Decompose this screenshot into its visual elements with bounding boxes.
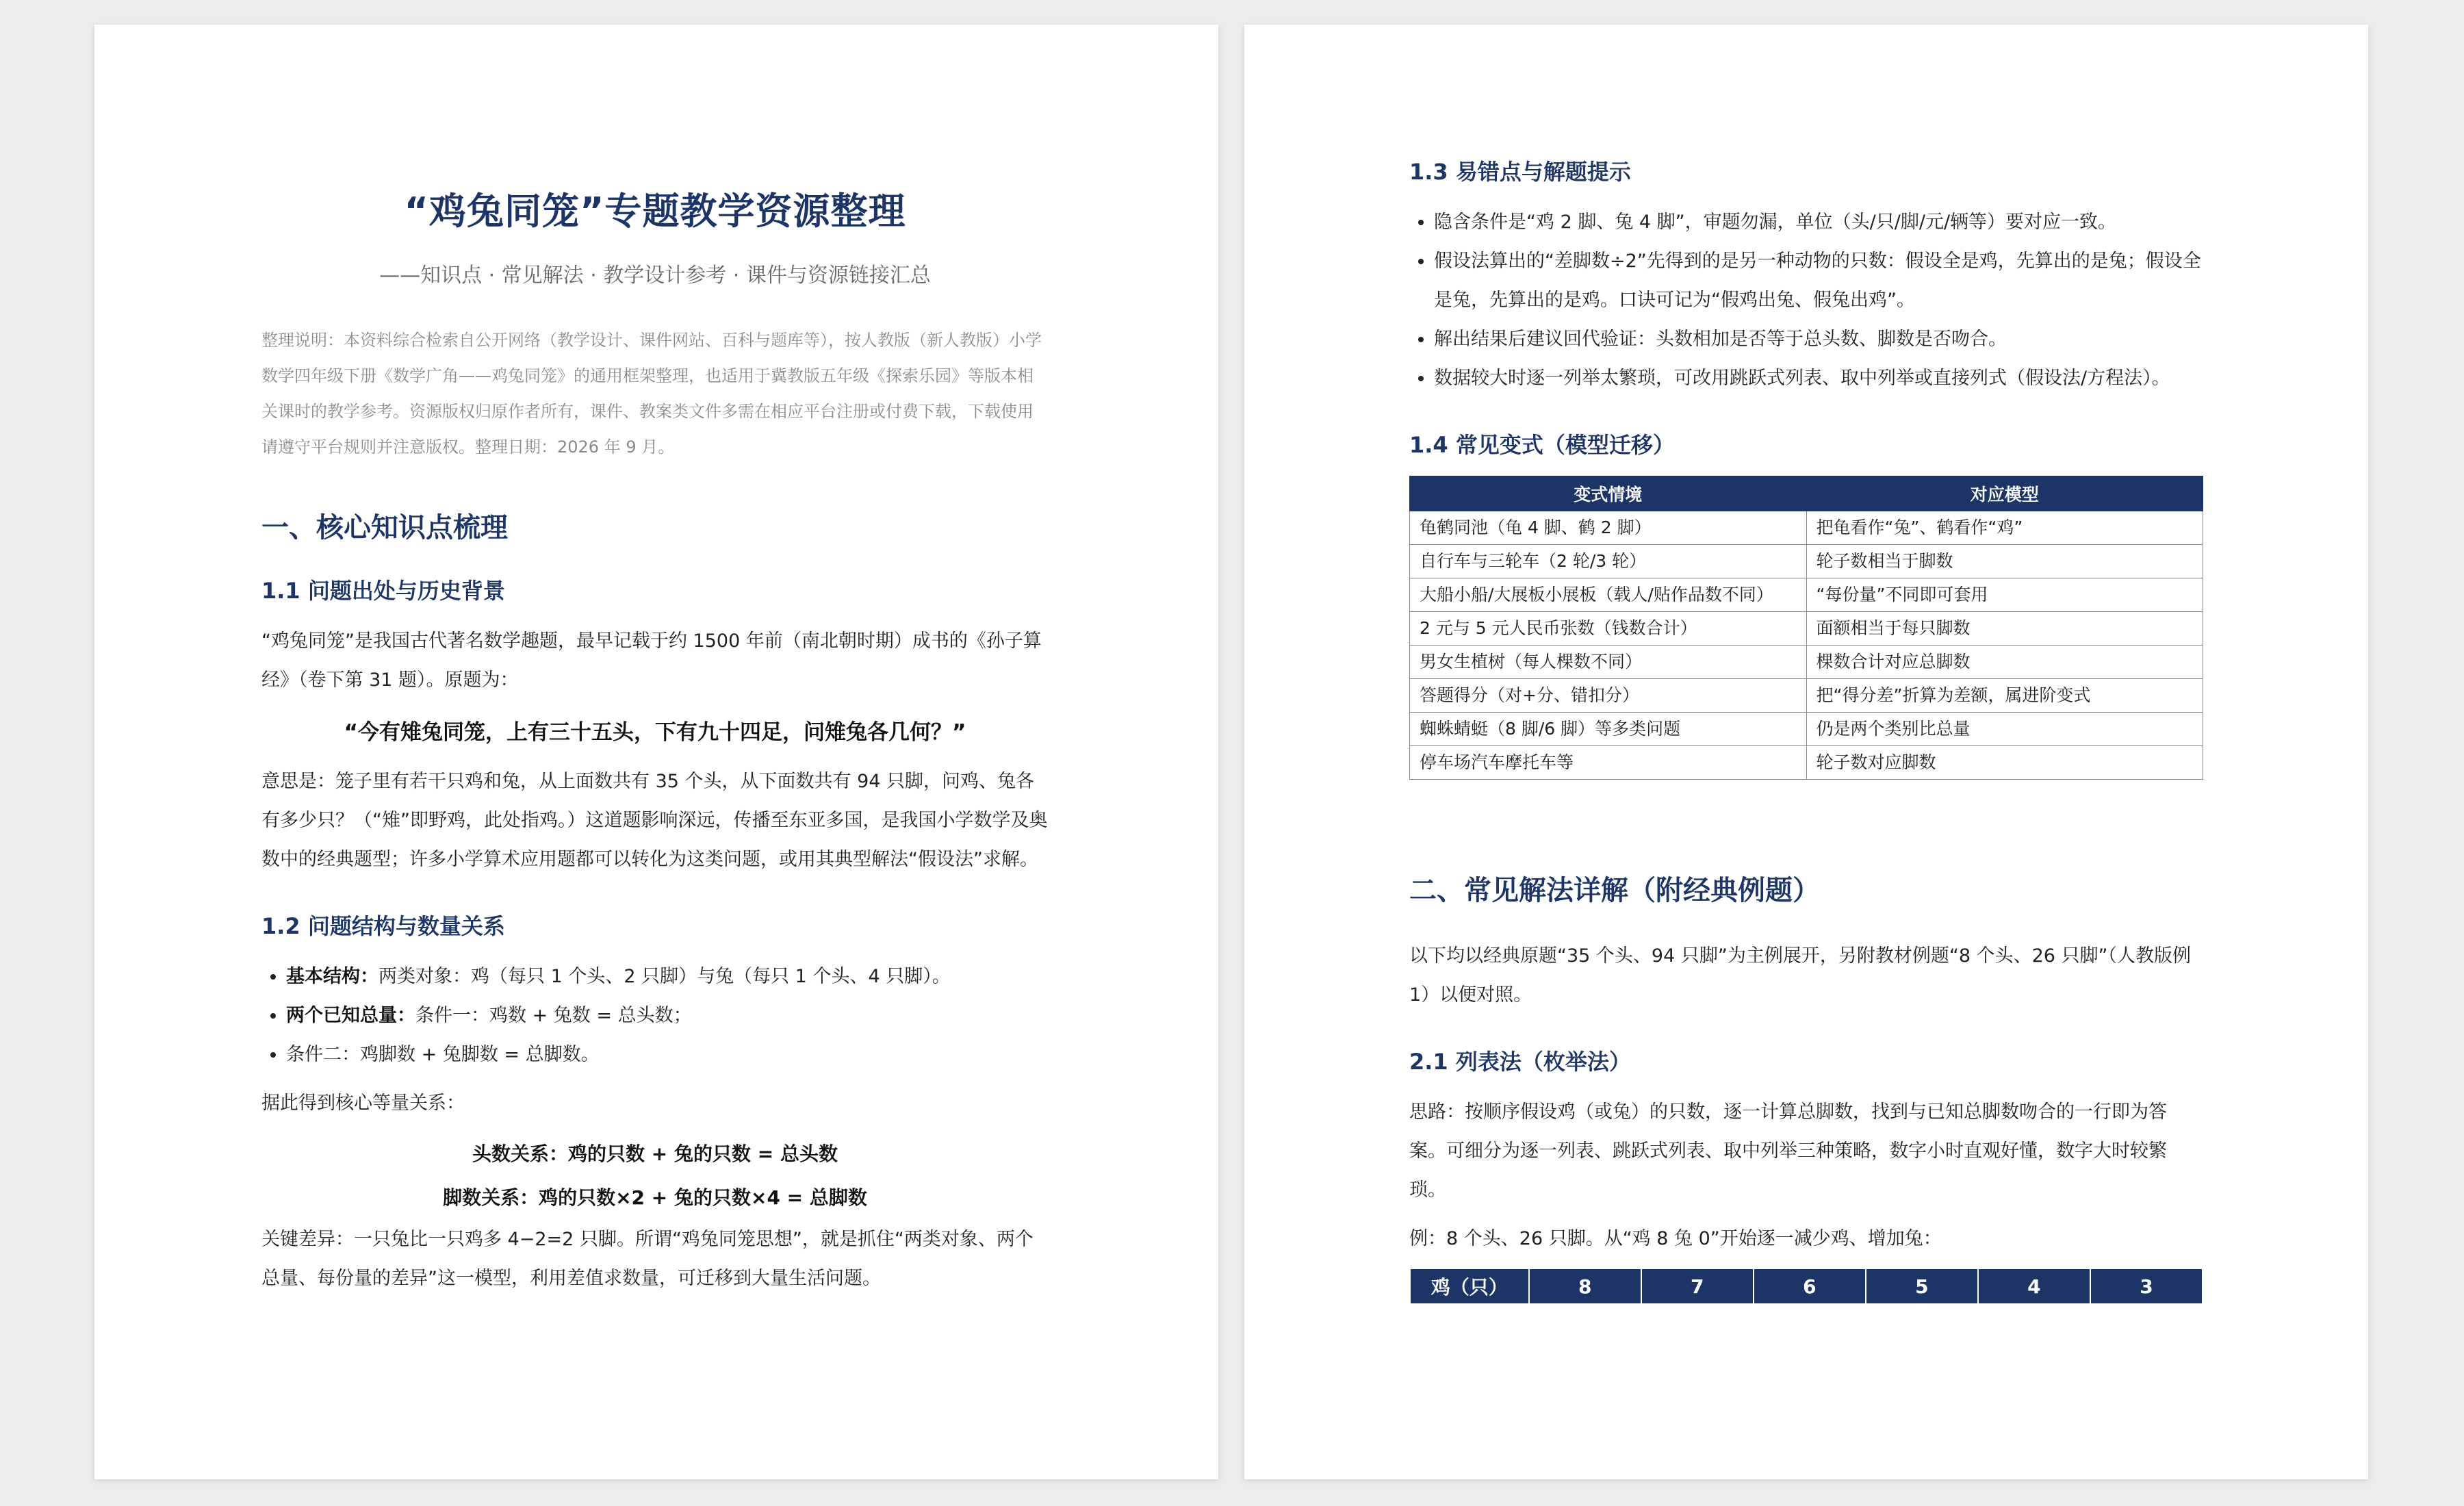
doc-title: “鸡兔同笼”专题教学资源整理: [404, 190, 906, 233]
paragraph-origin: “鸡兔同笼”是我国古代著名数学趣题，最早记载于约 1500 年前（南北朝时期）成书的《孙子算经》（卷下第 31 题）。原题为：: [261, 630, 1042, 691]
list-item: • 解出结果后建议回代验证：头数相加是否等于总头数、脚数是否吻合。: [1434, 320, 2203, 359]
relation-lead: 据此得到核心等量关系：: [261, 1093, 465, 1114]
subsection-1-2-heading: 1.2 问题结构与数量关系: [261, 913, 505, 939]
table-cell: 5: [1866, 1268, 1978, 1304]
table-cell: 4: [1978, 1268, 2090, 1304]
table-row: [1410, 1268, 2203, 1304]
subsection-1-3-heading: 1.3 易错点与解题提示: [1409, 159, 1631, 185]
table-row: 蜘蛛蜻蜓（8 脚/6 脚）等多类问题 仍是两个类别比总量: [1410, 713, 2203, 746]
document-page-left: [94, 25, 1218, 1479]
table-row: 自行车与三轮车（2 轮/3 轮） 轮子数相当于脚数: [1410, 545, 2203, 578]
table-cell: 7: [1641, 1268, 1754, 1304]
paragraph-list-example: 例：8 个头、26 只脚。从“鸡 8 兔 0”开始逐一减少鸡、增加兔：: [1409, 1228, 1942, 1249]
list-item: • 条件二：鸡脚数 + 兔脚数 = 总脚数。: [286, 1035, 1049, 1074]
subsection-1-4-heading: 1.4 常见变式（模型迁移）: [1409, 432, 1675, 458]
enumeration-table: [1409, 1268, 2203, 1305]
table-cell: 3: [2090, 1268, 2203, 1304]
table-header: 变式情境: [1410, 476, 1807, 511]
table-row: 大船小船/大展板小展板（载人/贴作品数不同） “每份量”不同即可套用: [1410, 578, 2203, 612]
paragraph-meaning: 意思是：笼子里有若干只鸡和兔，从上面数共有 35 个头，从下面数共有 94 只脚，问鸡、兔各有多少只？（“雉”即野鸡，此处指鸡。）这道题影响深远，传播至东亚多国，是我国小学数学及奥数中的经典题型；许多小学算术应用题都可以转化为这类问题，或用其典型解法“假设法”求解。: [261, 771, 1048, 870]
subsection-1-1-heading: 1.1 问题出处与历史背景: [261, 578, 505, 604]
table-cell: 6: [1754, 1268, 1866, 1304]
table-row: 龟鹤同池（龟 4 脚、鹤 2 脚） 把龟看作“兔”、鹤看作“鸡”: [1410, 511, 2203, 545]
table-row: 2 元与 5 元人民币张数（钱数合计） 面额相当于每只脚数: [1410, 612, 2203, 646]
table-cell: 鸡（只）: [1410, 1268, 1529, 1304]
variant-table: [1409, 476, 2203, 780]
section-1-heading: 一、核心知识点梳理: [261, 512, 508, 544]
paragraph-section-2-intro: 以下均以经典原题“35 个头、94 只脚”为主例展开，另附教材例题“8 个头、26 只脚”（人教版例 1）以便对照。: [1409, 945, 2192, 1006]
formula-feet: 脚数关系：鸡的只数×2 + 兔的只数×4 = 总脚数: [443, 1186, 867, 1209]
table-row: 答题得分（对+分、错扣分） 把“得分差”折算为差额，属进阶变式: [1410, 679, 2203, 713]
section-2-heading: 二、常见解法详解（附经典例题）: [1409, 875, 1820, 906]
structure-list: [261, 957, 1049, 1074]
table-row: 男女生植树（每人棵数不同） 棵数合计对应总脚数: [1410, 646, 2203, 679]
doc-subtitle: ——知识点 · 常见解法 · 教学设计参考 · 课件与资源链接汇总: [379, 264, 931, 288]
list-item: • 假设法算出的“差脚数÷2”先得到的是另一种动物的只数：假设全是鸡，先算出的是兔；假设全是兔，先算出的是鸡。口诀可记为“假鸡出兔、假兔出鸡”。: [1434, 242, 2203, 320]
formula-heads: 头数关系：鸡的只数 + 兔的只数 = 总头数: [472, 1143, 838, 1165]
list-item: • 数据较大时逐一列举太繁琐，可改用跳跃式列表、取中列举或直接列式（假设法/方程法）。: [1434, 359, 2203, 398]
paragraph-key-difference: 关键差异：一只兔比一只鸡多 4−2=2 只脚。所谓“鸡兔同笼思想”，就是抓住“两类对象、两个总量、每份量的差异”这一模型，利用差值求数量，可迁移到大量生活问题。: [261, 1229, 1034, 1289]
subsection-2-1-heading: 2.1 列表法（枚举法）: [1409, 1049, 1631, 1075]
table-row: 停车场汽车摩托车等 轮子数对应脚数: [1410, 746, 2203, 780]
table-header: 对应模型: [1806, 476, 2203, 511]
table-cell: 8: [1529, 1268, 1641, 1304]
list-item: • 基本结构：两类对象：鸡（每只 1 个头、2 只脚）与兔（每只 1 个头、4 只脚）。: [286, 957, 1049, 996]
document-page-right: [1244, 25, 2368, 1479]
list-item: • 两个已知总量：条件一：鸡数 + 兔数 = 总头数；: [286, 996, 1049, 1035]
list-item: • 隐含条件是“鸡 2 脚、兔 4 脚”，审题勿漏，单位（头/只/脚/元/辆等）要对应一致。: [1434, 203, 2203, 242]
pitfall-list: [1409, 203, 2203, 398]
compilation-note: 整理说明：本资料综合检索自公开网络（教学设计、课件网站、百科与题库等），按人教版（新人教版）小学数学四年级下册《数学广角——鸡兔同笼》的通用框架整理，也适用于冀教版五年级《探索乐园》等版本相关课时的教学参考。资源版权归原作者所有，课件、教案类文件多需在相应平台注册或付费下载，下载使用请遵守平台规则并注意版权。整理日期：2026 年 9 月。: [261, 331, 1042, 457]
original-problem-quote: “今有雉兔同笼，上有三十五头，下有九十四足，问雉兔各几何？”: [344, 720, 966, 745]
paragraph-list-method: 思路：按顺序假设鸡（或兔）的只数，逐一计算总脚数，找到与已知总脚数吻合的一行即为答案。可细分为逐一列表、跳跃式列表、取中列举三种策略，数字小时直观好懂，数字大时较繁琐。: [1409, 1101, 2167, 1201]
